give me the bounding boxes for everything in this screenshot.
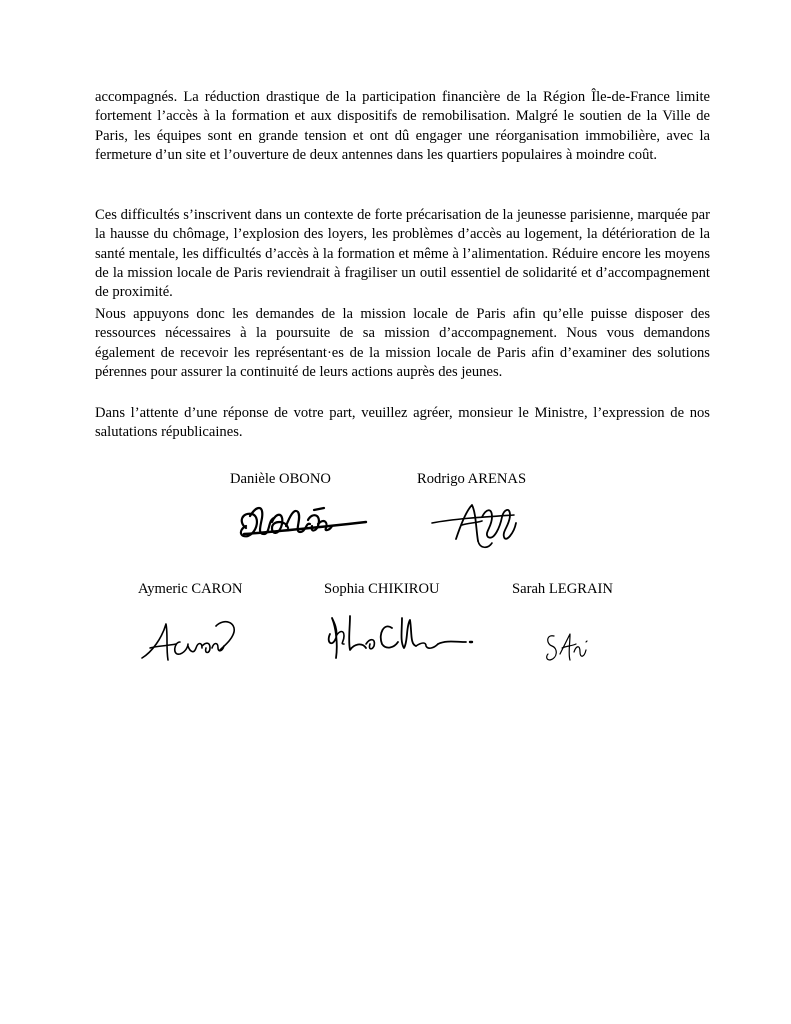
letter-paragraph-2: Ces difficultés s’inscrivent dans un contexte de forte précarisation de la jeunesse parisienne, marquée par la hausse du chômage, l’explosion des loyers, les problèmes d’accès au logement, la détérioration de la santé mentale, les difficultés d’accès à la formation et même à l’alimentation. Réduire encore les moyens de la mission locale de Paris reviendrait à fragiliser un outil essentiel de solidarité et d’accompagnement de proximité. <box>95 207 710 301</box>
signature-caron-icon <box>136 612 251 667</box>
signature-legrain-icon <box>540 628 600 668</box>
signatory-name-caron: Aymeric CARON <box>138 581 243 597</box>
letter-paragraph-3: Nous appuyons donc les demandes de la mission locale de Paris afin qu’elle puisse disposer des ressources nécessaires à la poursuite de sa mission d’accompagnement. Nous vous demandons également de recevoir les représentant·es de la mission locale de Paris afin d’examiner des solutions pérennes pour assurer la continuité de leurs actions auprès des jeunes. <box>95 306 710 380</box>
signatory-name-obono: Danièle OBONO <box>230 471 331 487</box>
letter-closing-paragraph: Dans l’attente d’une réponse de votre part, veuillez agréer, monsieur le Ministre, l’expression de nos salutations républicaines. <box>95 405 710 441</box>
letter-paragraph-1: accompagnés. La réduction drastique de la participation financière de la Région Île-de-France limite fortement l’accès à la formation et aux dispositifs de remobilisation. Malgré le soutien de la Ville de Paris, les équipes sont en grande tension et ont dû engager une réorganisation immobilière, avec la fermeture d’un site et l’ouverture de deux antennes dans les quartiers populaires à moindre coût. <box>95 89 710 163</box>
signatory-name-legrain: Sarah LEGRAIN <box>512 581 613 597</box>
signature-obono-icon <box>232 498 372 548</box>
signature-chikirou-icon <box>322 608 482 663</box>
signature-arenas-icon <box>422 497 532 552</box>
signatory-name-chikirou: Sophia CHIKIROU <box>324 581 440 597</box>
signatory-name-arenas: Rodrigo ARENAS <box>417 471 527 487</box>
